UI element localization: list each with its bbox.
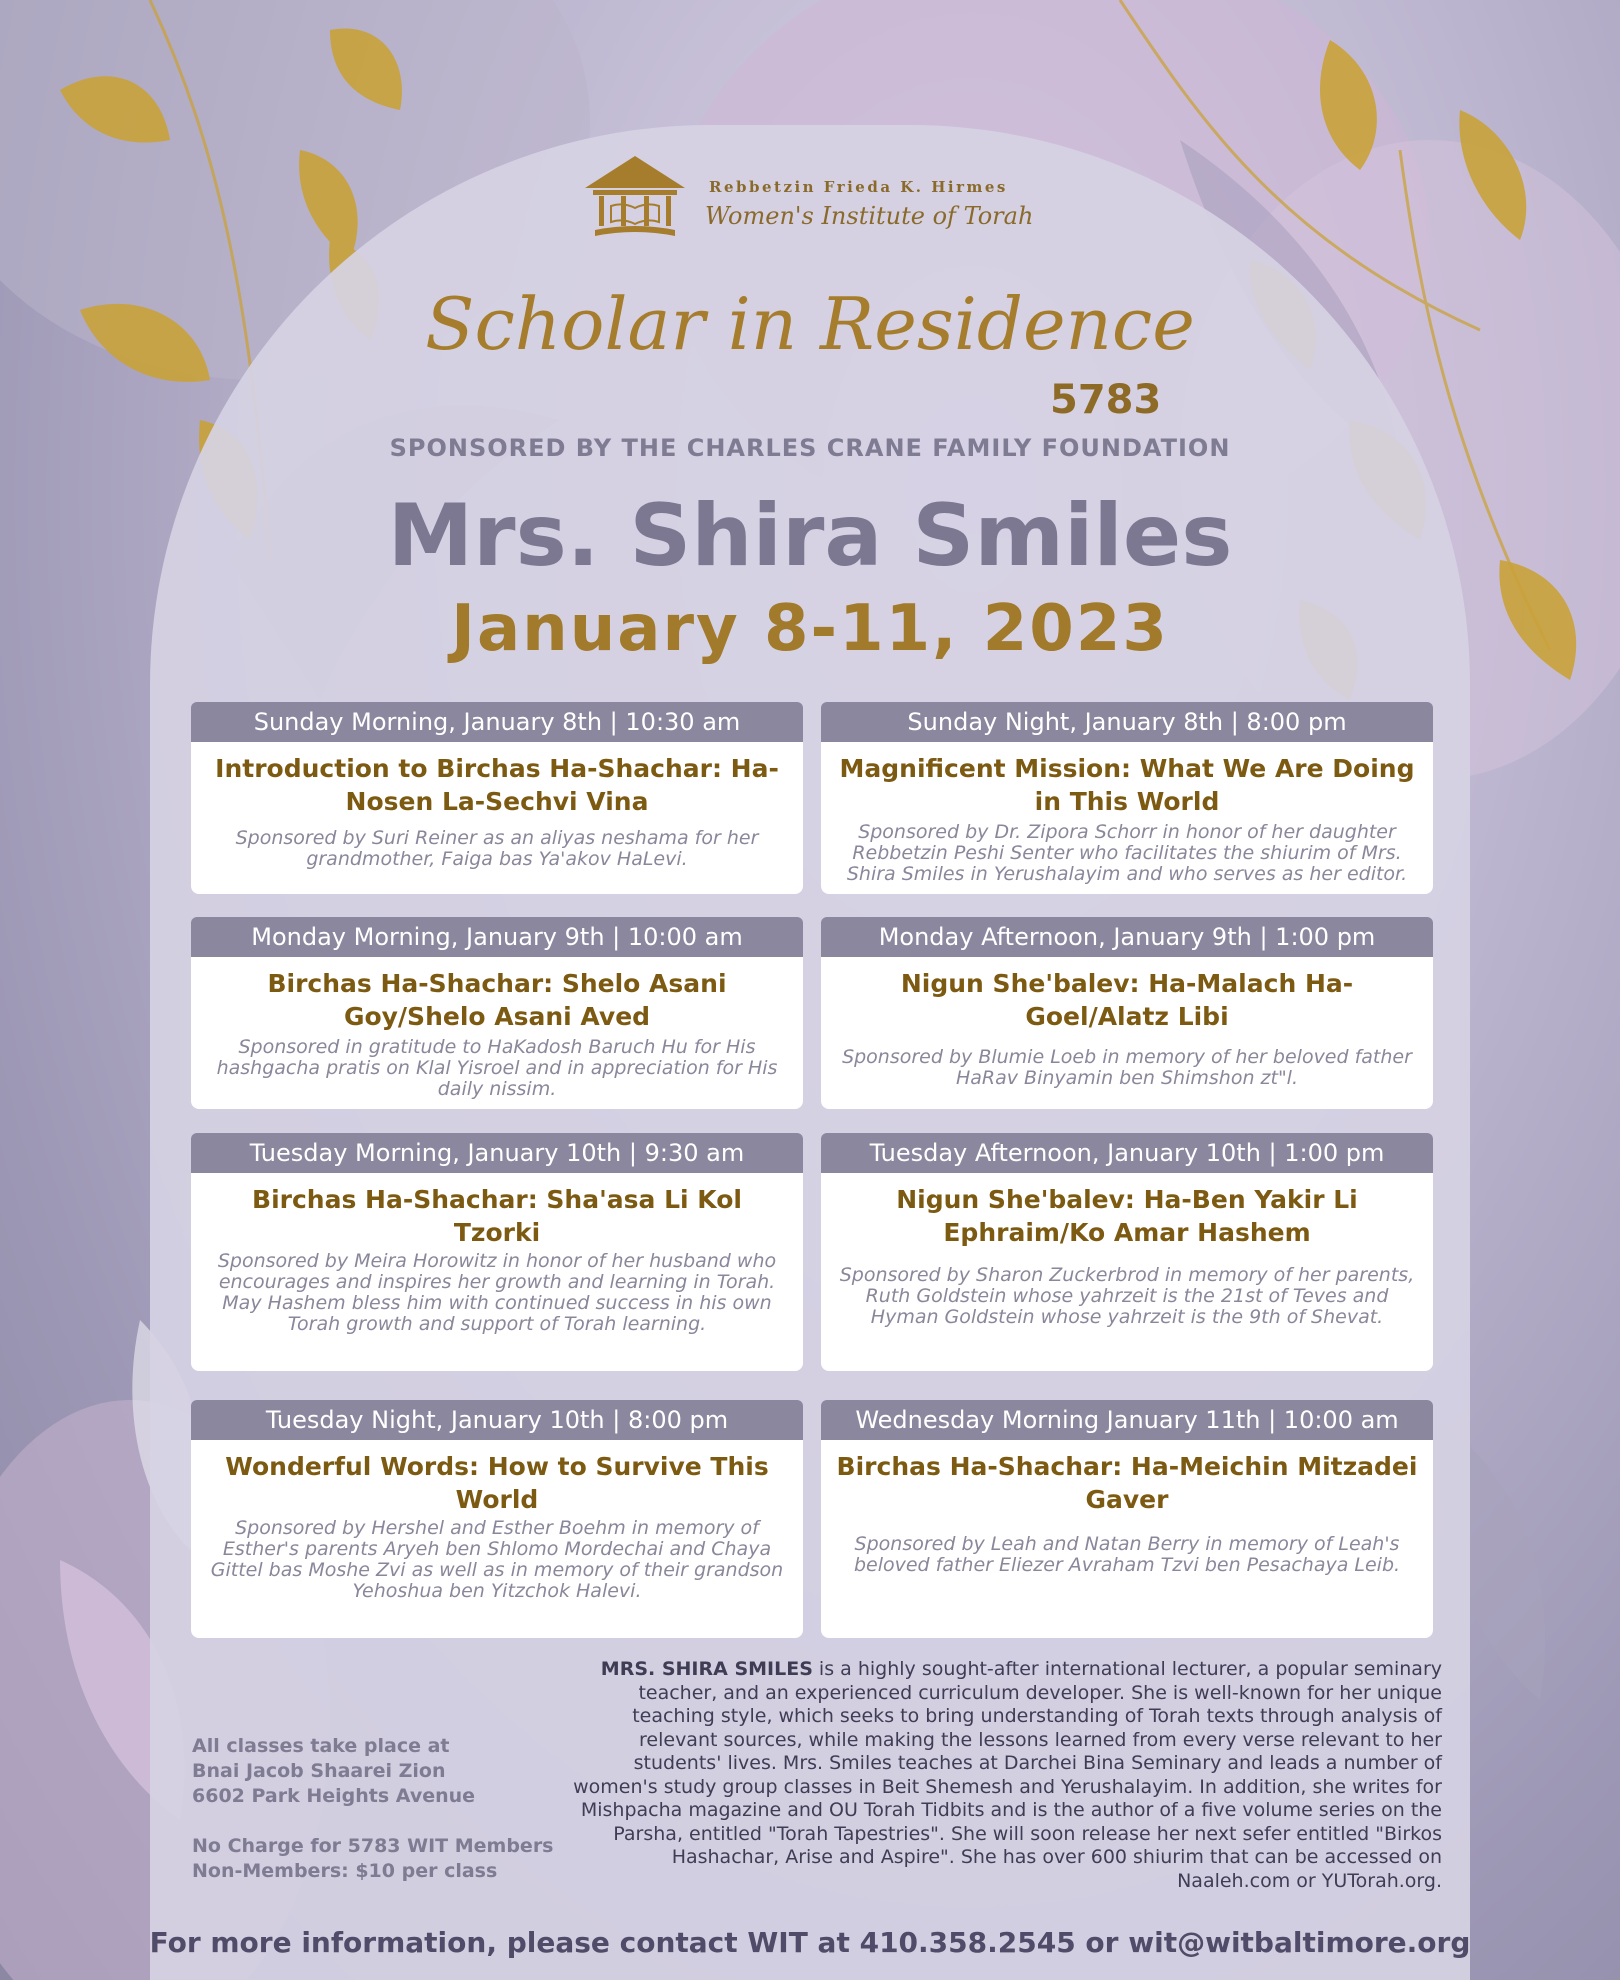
- pricing-members: No Charge for 5783 WIT Members: [192, 1835, 554, 1857]
- session-title: Wonderful Words: How to Survive This World: [225, 1452, 769, 1514]
- speaker-bio: [570, 1658, 1442, 1893]
- session-title: Nigun She'balev: Ha-Ben Yakir Li Ephraim/Ko Amar Hashem: [896, 1185, 1358, 1247]
- session-title: Birchas Ha-Shachar: Sha'asa Li Kol Tzorki: [252, 1185, 742, 1247]
- session-header: Sunday Night, January 8th | 8:00 pm: [821, 702, 1433, 742]
- session-body: [191, 957, 803, 1109]
- contact-line: For more information, please contact WIT at 410.358.2545 or wit@witbaltimore.org: [149, 1926, 1471, 1959]
- pricing-nonmembers: Non-Members: $10 per class: [192, 1860, 498, 1882]
- session-sponsor-note: Sponsored by Blumie Loeb in memory of her beloved father HaRav Binyamin ben Shimshon zt"l.: [842, 1046, 1412, 1089]
- bio-text: is a highly sought-after international lecturer, a popular seminary teacher, and an experienced curriculum developer. She is well-known for her unique teaching style, which seeks to bring understanding of Torah texts through analysis of relevant sources, while making the lessons learned from every verse relevant to her students' lives. Mrs. Smiles teaches at Darchei Bina Seminary and leads a number of women's study group classes in Beit Shemesh and Yerushalayim. In addition, she writes for Mishpacha magazine and OU Torah Tidbits and is the author of a five volume series on the Parsha, entitled "Torah Tapestries". She will soon release her next sefer entitled "Birkos Hashachar, Arise and Aspire". She has over 600 shiurim that can be accessed on Naaleh.com or YUTorah.org.: [573, 1658, 1442, 1892]
- event-dates: January 8-11, 2023: [451, 592, 1169, 666]
- session-sponsor-note: Sponsored by Meira Horowitz in honor of her husband who encourages and inspires her growth and learning in Torah. May Hashem bless him with continued success in his own Torah growth and support of Torah learning.: [217, 1250, 777, 1335]
- session-card: [821, 1400, 1433, 1638]
- session-card: [821, 702, 1433, 894]
- session-body: [821, 742, 1433, 894]
- session-body: [191, 742, 803, 894]
- sponsor-line: SPONSORED BY THE CHARLES CRANE FAMILY FOUNDATION: [389, 434, 1231, 462]
- session-title: Birchas Ha-Shachar: Ha-Meichin Mitzadei Gaver: [836, 1452, 1418, 1514]
- session-title: Nigun She'balev: Ha-Malach Ha-Goel/Alatz Libi: [900, 969, 1354, 1031]
- session-body: [821, 1173, 1433, 1371]
- session-header: Wednesday Morning January 11th | 10:00 am: [821, 1400, 1433, 1440]
- session-card: [821, 917, 1433, 1109]
- speaker-name: Mrs. Shira Smiles: [387, 486, 1233, 586]
- session-card: [191, 702, 803, 894]
- location-venue: Bnai Jacob Shaarei Zion: [192, 1760, 446, 1782]
- session-sponsor-note: Sponsored by Leah and Natan Berry in memory of Leah's beloved father Eliezer Avraham Tzvi ben Pesachaya Leib.: [853, 1533, 1401, 1576]
- session-header: Monday Afternoon, January 9th | 1:00 pm: [821, 917, 1433, 957]
- session-header: Tuesday Night, January 10th | 8:00 pm: [191, 1400, 803, 1440]
- session-header: Monday Morning, January 9th | 10:00 am: [191, 917, 803, 957]
- session-header: Tuesday Afternoon, January 10th | 1:00 pm: [821, 1133, 1433, 1173]
- session-card: [821, 1133, 1433, 1371]
- institute-logo: [575, 150, 1055, 245]
- session-header: Tuesday Morning, January 10th | 9:30 am: [191, 1133, 803, 1173]
- location-line: All classes take place at: [192, 1735, 450, 1757]
- session-card: [191, 1400, 803, 1638]
- bio-name: MRS. SHIRA SMILES: [600, 1658, 813, 1680]
- session-sponsor-note: Sponsored by Suri Reiner as an aliyas neshama for her grandmother, Faiga bas Ya'akov HaLevi.: [235, 827, 759, 870]
- session-body: [191, 1440, 803, 1638]
- logo-institute-name: Women's Institute of Torah: [705, 202, 1034, 230]
- session-title: Magnificent Mission: What We Are Doing in This World: [839, 754, 1415, 816]
- session-body: [821, 1440, 1433, 1638]
- event-title: Scholar in Residence: [425, 282, 1195, 366]
- session-title: Introduction to Birchas Ha-Shachar: Ha-Nosen La-Sechvi Vina: [215, 754, 779, 816]
- logo-org-name: Rebbetzin Frieda K. Hirmes: [709, 178, 1008, 196]
- session-sponsor-note: Sponsored in gratitude to HaKadosh Baruch Hu for His hashgacha pratis on Klal Yisroel and in appreciation for His daily nissim.: [216, 1036, 778, 1100]
- session-sponsor-note: Sponsored by Sharon Zuckerbrod in memory of her parents, Ruth Goldstein whose yahrzeit is the 21st of Teves and Hyman Goldstein whose yahrzeit is the 9th of Shevat.: [839, 1264, 1415, 1328]
- event-year: 5783: [1050, 377, 1162, 423]
- session-card: [191, 917, 803, 1109]
- location-address: 6602 Park Heights Avenue: [192, 1785, 476, 1807]
- session-sponsor-note: Sponsored by Dr. Zipora Schorr in honor of her daughter Rebbetzin Peshi Senter who facilitates the shiurim of Mrs. Shira Smiles in Yerushalayim and who serves as her editor.: [846, 821, 1408, 885]
- session-body: [821, 957, 1433, 1109]
- session-card: [191, 1133, 803, 1371]
- session-sponsor-note: Sponsored by Hershel and Esther Boehm in memory of Esther's parents Aryeh ben Shlomo Mordechai and Chaya Gittel bas Moshe Zvi as well as in memory of their grandson Yehoshua ben Yitzchok Halevi.: [210, 1517, 784, 1602]
- session-title: Birchas Ha-Shachar: Shelo Asani Goy/Shelo Asani Aved: [267, 969, 727, 1031]
- session-header: Sunday Morning, January 8th | 10:30 am: [191, 702, 803, 742]
- location-and-pricing: [192, 1734, 612, 1884]
- session-body: [191, 1173, 803, 1371]
- house-book-icon: [575, 150, 695, 245]
